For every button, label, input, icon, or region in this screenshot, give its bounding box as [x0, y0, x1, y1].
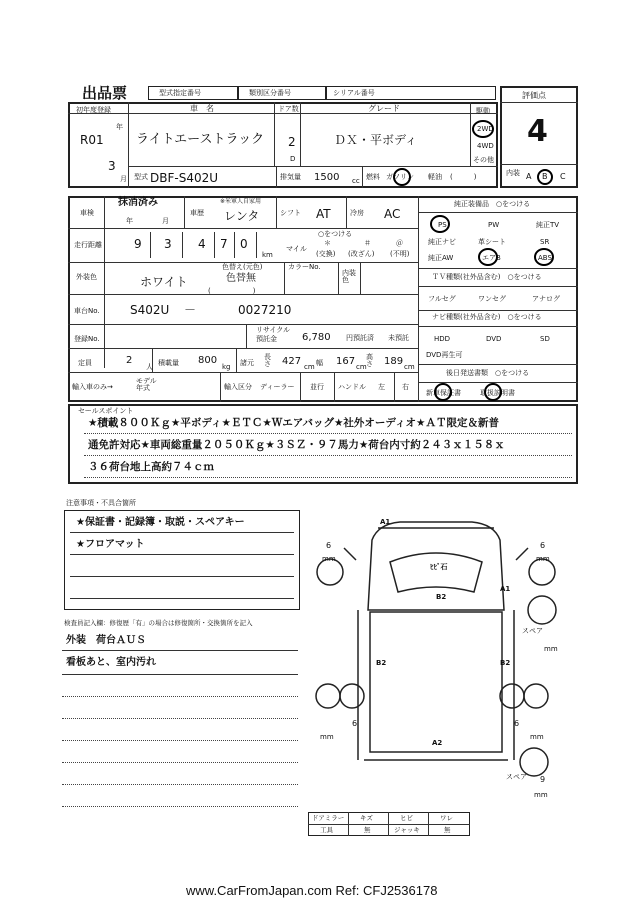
vehicle-class-label: ※米軍人自家用: [220, 198, 262, 205]
equip-ps-circle: [430, 215, 450, 233]
serial-box: [326, 86, 496, 100]
mileage-digit-1: 9: [134, 237, 142, 251]
drive-4wd: 4WD: [477, 142, 494, 150]
mileage-digit-3: 4: [198, 237, 206, 251]
selling-point-line-2: 通免許対応★車両総重量２０５０Ｋｇ★３ＳＺ・９７馬力★荷台内寸約２４３ｘ１５８ｘ: [88, 439, 505, 451]
tire-fl-mm: mm: [322, 555, 336, 563]
vehicle-type: レンタ: [224, 209, 260, 223]
notes-label: 注意事項・不具合箇所: [66, 499, 136, 507]
equip-abs: ABS: [538, 254, 552, 262]
bottom-head-4: ワレ: [440, 814, 453, 822]
fuel-gas: ガソリン: [386, 173, 414, 181]
fuel-diesel: 軽油: [428, 173, 442, 181]
km-unit: km: [262, 251, 273, 259]
grade-c: C: [560, 172, 566, 181]
equip-navi: 純正ナビ: [428, 238, 456, 246]
bottom-cell-1: 工具: [320, 826, 333, 834]
later-warranty-circle: [434, 383, 452, 401]
type-label: 車歴: [190, 209, 204, 217]
width-unit: cm: [356, 363, 367, 371]
mark-windshield: ﾋﾋﾞ石: [430, 563, 448, 571]
load-unit: kg: [222, 363, 231, 371]
spare-bottom-wheel: [520, 748, 548, 776]
tire-rr-value: 6: [514, 719, 520, 728]
mile-sym-3: ＠: [396, 239, 403, 247]
chassis-no: 0027210: [238, 303, 292, 317]
mile-exchange: (交換): [316, 250, 336, 258]
inspector-line-2: 看板あと、室内汚れ: [66, 657, 156, 668]
windshield-shape: [390, 553, 482, 592]
equip-airbag: エアB: [482, 254, 501, 262]
car-name: ライトエーストラック: [136, 132, 265, 147]
drive-2wd-circle: [472, 120, 494, 138]
tv-oneseg: ワンセグ: [478, 295, 506, 303]
class-no-box: [238, 86, 326, 100]
later-title: 後日発送書類 ○をつける: [446, 369, 530, 377]
selling-point-line-1: ★積載８００Ｋｇ★平ボディ★ＥＴＣ★Ｗエアバッグ★社外オーディオ★ＡＴ限定＆新普: [88, 417, 499, 429]
mark-b2-right: B2: [500, 659, 511, 667]
tire-fr-value: 6: [540, 541, 546, 550]
displacement: 1500: [314, 172, 340, 183]
handle-label: ハンドル: [338, 383, 366, 391]
load: 800: [198, 355, 218, 366]
era: R01: [80, 133, 104, 147]
navi-dvd: DVD: [486, 335, 502, 343]
type-no-box: [148, 86, 238, 100]
inspector-label: 検査員記入欄：修復歴「有」の場合は修復箇所・交換箇所を記入: [64, 619, 253, 627]
navi-title: ナビ種類(社外品含む) ○をつける: [432, 313, 542, 321]
equip-tv: 純正TV: [536, 221, 560, 229]
model-year-label: モデル年式: [136, 377, 157, 392]
footer-watermark: www.CarFromJapan.com Ref: CFJ2536178: [186, 883, 438, 898]
wheel-rear-left-outer: [316, 684, 340, 708]
parallel: 並行: [310, 383, 324, 391]
inspector-line-1: 外装 荷台ＡＵＳ: [66, 635, 146, 646]
dvd-label: DVD再生可: [426, 351, 463, 359]
reg-month: 3: [108, 159, 116, 173]
year-suffix: 年: [116, 123, 123, 131]
equipment-title: 純正装備品 ○をつける: [454, 200, 531, 208]
bottom-head-1: ドアミラー: [312, 814, 345, 822]
score-value: 4: [527, 114, 548, 149]
chassis-label: 車台No.: [74, 307, 100, 315]
spare-top-wheel: [528, 596, 556, 624]
handle-left: 左: [378, 383, 385, 391]
shift-label: シフト: [280, 209, 301, 217]
model-label: 型式: [134, 173, 148, 181]
interior-color-label: 内装色: [342, 269, 356, 284]
mile-label: マイル: [286, 245, 307, 253]
wheel-rear-left-inner: [340, 684, 364, 708]
shift: AT: [316, 207, 331, 221]
wheel-rear-right-outer: [524, 684, 548, 708]
spare-top-label: スペア: [522, 627, 543, 635]
spare-bottom-mm: mm: [534, 791, 548, 799]
inspection-year: 年: [126, 217, 133, 225]
tv-fullseg: フルセグ: [428, 295, 456, 303]
chassis-dash: －: [184, 303, 197, 317]
color-label: 外装色: [76, 273, 97, 281]
tire-fl-value: 6: [326, 541, 332, 550]
score-label: 評価点: [522, 91, 546, 100]
chassis-prefix: S402U: [130, 303, 170, 317]
note-line-2: ★フロアマット: [76, 539, 145, 550]
spare-bottom-value: 9: [540, 775, 546, 784]
doors-label: ドア数: [278, 105, 299, 113]
mark-a2: A2: [432, 739, 443, 747]
ac-label: 冷房: [350, 209, 364, 217]
bottom-cell-2: 無: [364, 826, 371, 834]
mileage-digit-5: 0: [240, 237, 248, 251]
length: 427: [282, 356, 302, 367]
note-line-1: ★保証書・記録簿・取説・スペアキー: [76, 517, 245, 528]
spare-bottom-label: スペア: [506, 773, 527, 781]
mark-a1-right: A1: [500, 585, 511, 593]
color-change: 色替無: [226, 273, 256, 284]
dealer: ディーラー: [260, 383, 295, 391]
equip-sr: SR: [540, 238, 550, 246]
equip-airbag-circle: [478, 248, 498, 266]
tire-rl-mm: mm: [320, 733, 334, 741]
import-label: 輸入車のみ→: [72, 383, 113, 391]
bottom-head-2: キズ: [360, 814, 373, 822]
navi-sd: SD: [540, 335, 550, 343]
tire-rr-mm: mm: [530, 733, 544, 741]
first-reg-label: 初年度登録: [76, 106, 111, 114]
door-d: D: [290, 155, 296, 163]
inspection-label: 車検: [80, 209, 94, 217]
bottom-head-3: ヒビ: [400, 814, 413, 822]
width-label: 幅: [316, 359, 323, 367]
doors: 2: [288, 135, 296, 149]
navi-hdd: HDD: [434, 335, 451, 343]
drive-2wd: 2WD: [477, 125, 494, 133]
later-manual: 取扱説明書: [480, 389, 515, 397]
type-no-label: 型式指定番号: [159, 89, 201, 97]
tv-title: ＴＶ種類(社外品含む) ○をつける: [432, 273, 542, 281]
equip-pw: PW: [488, 221, 500, 229]
length-unit: cm: [304, 363, 315, 371]
tv-analog: アナログ: [532, 295, 560, 303]
wheel-rear-right-inner: [500, 684, 524, 708]
model: DBF-S402U: [150, 171, 219, 185]
mark-b2-left: B2: [376, 659, 387, 667]
tire-fr-mm: mm: [536, 555, 550, 563]
dim-label: 諸元: [240, 359, 254, 367]
equip-abs-circle: [534, 248, 554, 266]
height: 189: [384, 356, 404, 367]
handle-right: 右: [402, 383, 409, 391]
height-unit: cm: [404, 363, 415, 371]
color-paren: ( ): [208, 287, 256, 295]
load-label: 積載量: [158, 359, 179, 367]
class-no-label: 類別区分番号: [249, 89, 291, 97]
recycle: 6,780: [302, 332, 331, 343]
car-diagram: [300, 500, 570, 810]
height-label: 高さ: [366, 353, 373, 368]
grade-b-circle: [537, 169, 553, 185]
import-type-label: 輸入区分: [224, 383, 252, 391]
color: ホワイト: [140, 275, 188, 289]
displacement-label: 排気量: [280, 173, 301, 181]
serial-label: シリアル番号: [333, 89, 375, 97]
equip-leather: 革シート: [478, 238, 506, 246]
drive-label: 駆動: [476, 107, 490, 115]
mile-unknown: (不明): [390, 250, 410, 258]
capacity-unit: 人: [146, 363, 153, 371]
length-label: 長さ: [264, 353, 271, 368]
capacity-label: 定員: [78, 359, 92, 367]
mileage-digit-4: 7: [220, 237, 228, 251]
interior-grade-label: 内装: [506, 169, 520, 177]
recycle-pending: 未預託: [388, 334, 409, 342]
bottom-cell-4: 無: [444, 826, 451, 834]
mile-tampered: (改ざん): [348, 250, 375, 258]
drive-other: その他: [473, 156, 494, 164]
mile-sym-2: ＃: [364, 239, 371, 247]
mileage-digit-2: 3: [164, 237, 172, 251]
bottom-cell-3: ジャッキ: [394, 826, 420, 834]
mile-sym-1: ＊: [324, 239, 331, 247]
cc-unit: cc: [352, 177, 360, 185]
inspection: 抹消済み: [118, 197, 158, 208]
mile-note: ○をつける: [318, 230, 353, 238]
mark-b2-top: B2: [436, 593, 447, 601]
capacity: 2: [126, 355, 133, 366]
equip-ps: PS: [438, 221, 447, 229]
grade-a: A: [526, 172, 532, 181]
recycle-label: リサイクル預託金: [256, 326, 291, 343]
name-label: 車 名: [190, 104, 214, 113]
later-manual-circle: [484, 383, 502, 401]
inspection-month: 月: [162, 217, 169, 225]
fuel-label: 燃料: [366, 173, 380, 181]
grade: ＤＸ・平ボディ: [334, 133, 418, 147]
later-warranty: 新車保証書: [426, 389, 461, 397]
mark-a1-top: A1: [380, 518, 391, 526]
fuel-paren: ( ): [450, 173, 477, 181]
form-title: 出品票: [82, 84, 128, 102]
reg-no-label: 登録No.: [74, 335, 100, 343]
width: 167: [336, 356, 356, 367]
ac: AC: [384, 207, 401, 221]
grade-label: グレード: [368, 104, 400, 113]
recycle-unit: 円預託済: [346, 334, 374, 342]
spare-top-mm: mm: [544, 645, 558, 653]
equip-aw: 純正AW: [428, 254, 454, 262]
tire-rl-value: 6: [352, 719, 358, 728]
bed-outline: [370, 612, 502, 752]
color-change-label: 色替え(元色): [222, 263, 263, 271]
color-no-label: カラーNo.: [288, 263, 321, 271]
selling-point-line-3: ３６荷台地上高約７４ｃｍ: [88, 461, 214, 473]
mileage-label: 走行距離: [74, 241, 102, 249]
month-suffix: 月: [120, 175, 127, 183]
fuel-gas-circle: [393, 168, 411, 186]
grade-b: B: [542, 172, 548, 181]
selling-points-label: セールスポイント: [78, 407, 134, 415]
